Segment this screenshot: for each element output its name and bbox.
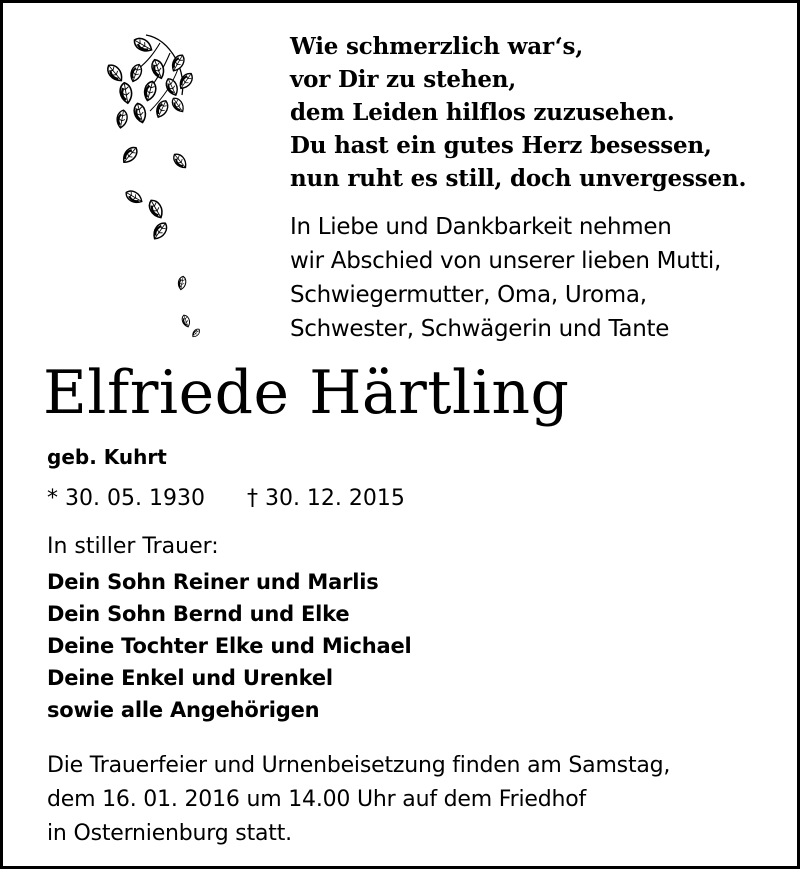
mourner-line: Dein Sohn Reiner und Marlis [47, 570, 379, 594]
poem-line: Du hast ein gutes Herz besessen, [290, 132, 712, 159]
mourners-list [47, 566, 412, 726]
mourners-intro: In stiller Trauer: [47, 534, 219, 559]
life-dates [47, 484, 405, 514]
deceased-name: Elfriede Härtling [43, 358, 570, 428]
poem-line: Wie schmerzlich war‘s, [290, 33, 584, 60]
birth-date: * 30. 05. 1930 [47, 486, 205, 511]
maiden-name: geb. Kuhrt [47, 445, 167, 469]
intro-line: Schwester, Schwägerin und Tante [290, 316, 670, 342]
falling-leaves-icon [98, 33, 218, 343]
service-line: Die Trauerfeier und Urnenbeisetzung finden am Samstag, [47, 753, 671, 778]
intro-line: In Liebe und Dankbarkeit nehmen [290, 214, 672, 240]
intro-line: wir Abschied von unserer lieben Mutti, [290, 248, 722, 274]
poem-line: nun ruht es still, doch unvergessen. [290, 165, 747, 192]
mourner-line: sowie alle Angehörigen [47, 698, 320, 722]
poem-line: vor Dir zu stehen, [290, 66, 517, 93]
mourner-line: Dein Sohn Bernd und Elke [47, 602, 350, 626]
mourner-line: Deine Tochter Elke und Michael [47, 634, 412, 658]
funeral-service-info [47, 749, 670, 851]
death-date: † 30. 12. 2015 [246, 486, 405, 511]
poem-line: dem Leiden hilflos zuzusehen. [290, 99, 675, 126]
service-line: dem 16. 01. 2016 um 14.00 Uhr auf dem Friedhof [47, 787, 587, 812]
service-line: in Osternienburg statt. [47, 821, 292, 846]
poem [290, 30, 746, 195]
farewell-intro [290, 210, 721, 346]
mourner-line: Deine Enkel und Urenkel [47, 666, 333, 690]
intro-line: Schwiegermutter, Oma, Uroma, [290, 282, 647, 308]
